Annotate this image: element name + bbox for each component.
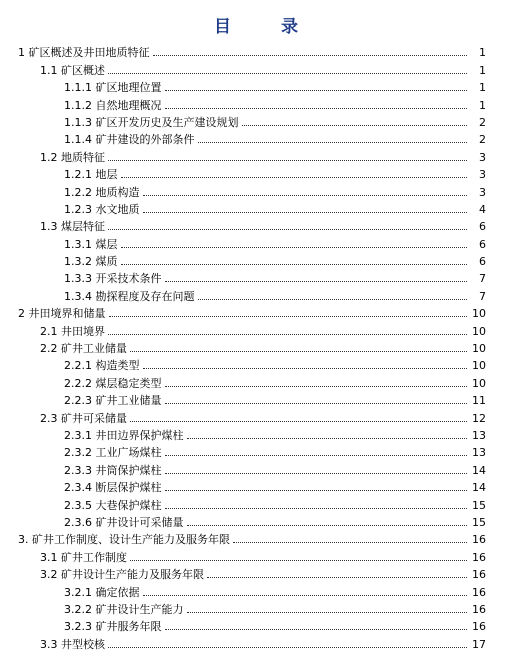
toc-entry-page: 14	[472, 481, 486, 495]
dot-leader	[108, 229, 467, 230]
toc-entry-page: 16	[472, 585, 486, 599]
dot-leader	[165, 386, 468, 387]
dot-leader	[109, 316, 468, 317]
toc-entry-title: 矿区开发历史及生产建设规划	[95, 115, 239, 129]
dot-leader	[165, 473, 468, 474]
toc-entry[interactable]	[0, 390, 512, 407]
toc-entry-title: 煤层	[95, 237, 118, 251]
dot-leader	[233, 542, 467, 543]
toc-entry[interactable]	[0, 477, 512, 494]
toc-entry[interactable]	[0, 599, 512, 616]
toc-entry-page: 4	[479, 202, 486, 216]
toc-entry[interactable]	[0, 268, 512, 285]
dot-leader	[121, 177, 468, 178]
toc-entry-number: 1.3.3	[64, 272, 92, 286]
toc-entry[interactable]	[0, 320, 512, 337]
toc-entry-title: 矿井服务年限	[95, 620, 162, 634]
toc-entry-title: 矿井工业储量	[95, 394, 162, 408]
toc-entry[interactable]	[0, 164, 512, 181]
toc-entry-number: 1.3	[40, 220, 58, 234]
dot-leader	[143, 368, 468, 369]
toc-entry[interactable]	[0, 407, 512, 424]
toc-entry-page: 6	[479, 237, 486, 251]
toc-entry-page: 2	[479, 115, 486, 129]
toc-entry[interactable]	[0, 77, 512, 94]
toc-entry-number: 1.1	[40, 63, 58, 77]
dot-leader	[108, 160, 467, 161]
toc-entry[interactable]	[0, 233, 512, 250]
toc-entry-title: 矿井设计生产能力	[95, 602, 184, 616]
toc-entry-title: 工业广场煤柱	[95, 446, 162, 460]
toc-entry-page: 7	[479, 289, 486, 303]
toc-entry-title: 井筒保护煤柱	[95, 463, 162, 477]
toc-entry-number: 2.3	[40, 411, 58, 425]
toc-entry-page: 10	[472, 359, 486, 373]
toc-entry-number: 1.3.2	[64, 255, 92, 269]
toc-entry-page: 13	[472, 428, 486, 442]
toc-entry[interactable]	[0, 425, 512, 442]
dot-leader	[130, 560, 467, 561]
dot-leader	[187, 612, 468, 613]
toc-entry-number: 1.3.4	[64, 289, 92, 303]
toc-entry[interactable]	[0, 146, 512, 163]
toc-entry-title: 确定依据	[95, 585, 140, 599]
toc-entry-page: 6	[479, 220, 486, 234]
dot-leader	[207, 577, 467, 578]
toc-entry-number: 1	[18, 46, 25, 60]
toc-entry-page: 1	[479, 81, 486, 95]
dot-leader	[187, 525, 468, 526]
toc-entry-number: 3.2.3	[64, 620, 92, 634]
toc-entry[interactable]	[0, 529, 512, 546]
toc-entry[interactable]	[0, 564, 512, 581]
toc-entry-page: 16	[472, 602, 486, 616]
toc-entry[interactable]	[0, 303, 512, 320]
toc-entry-page: 16	[472, 620, 486, 634]
toc-entry-number: 1.2.1	[64, 168, 92, 182]
toc-entry-title: 矿井设计可采储量	[95, 515, 184, 529]
toc-entry[interactable]	[0, 494, 512, 511]
toc-entry-page: 3	[479, 150, 486, 164]
toc-entry[interactable]	[0, 94, 512, 111]
toc-entry-title: 自然地理概况	[95, 98, 162, 112]
toc-entry-title: 构造类型	[95, 359, 140, 373]
toc-entry-number: 1.2.2	[64, 185, 92, 199]
toc-entry-title: 井田境界	[61, 324, 105, 338]
dot-leader	[165, 629, 468, 630]
dot-leader	[143, 212, 468, 213]
toc-entry-page: 10	[472, 307, 486, 321]
toc-entry-number: 3.2.2	[64, 602, 92, 616]
toc-entry-page: 1	[479, 98, 486, 112]
toc-entry-title: 矿井设计生产能力及服务年限	[61, 568, 204, 582]
toc-entry-title: 矿井工业储量	[61, 342, 127, 356]
toc-entry-number: 2.3.4	[64, 481, 92, 495]
toc-entry-title: 大巷保护煤柱	[95, 498, 162, 512]
toc-entry[interactable]	[0, 285, 512, 302]
toc-entry-number: 3.2.1	[64, 585, 92, 599]
toc-entry-title: 开采技术条件	[95, 272, 162, 286]
toc-title: 目 录	[214, 17, 320, 37]
toc-entry-title: 地质构造	[95, 185, 140, 199]
toc-entry-page: 15	[472, 515, 486, 529]
toc-entry-page: 3	[479, 168, 486, 182]
dot-leader	[108, 73, 467, 74]
toc-entry-page: 16	[472, 568, 486, 582]
dot-leader	[242, 125, 468, 126]
toc-entry-page: 10	[472, 342, 486, 356]
dot-leader	[108, 334, 467, 335]
dot-leader	[165, 90, 468, 91]
toc-entry[interactable]	[0, 42, 512, 59]
dot-leader	[165, 455, 468, 456]
dot-leader	[121, 264, 468, 265]
dot-leader	[143, 195, 468, 196]
toc-entry-number: 1.2	[40, 150, 58, 164]
toc-entry[interactable]	[0, 59, 512, 76]
dot-leader	[130, 351, 467, 352]
toc-entry-number: 2	[18, 307, 25, 321]
dot-leader	[187, 438, 468, 439]
toc-entry[interactable]	[0, 459, 512, 476]
toc-entry-page: 16	[472, 533, 486, 547]
toc-entry[interactable]	[0, 199, 512, 216]
toc-entry-number: 1.1.1	[64, 81, 92, 95]
toc-entry-page: 10	[472, 376, 486, 390]
toc-entry-title: 地质特征	[61, 150, 105, 164]
toc-entry-number: 2.3.3	[64, 463, 92, 477]
toc-entry-title: 井型校核	[61, 637, 105, 651]
toc-entry[interactable]	[0, 216, 512, 233]
toc-entry-number: 1.1.3	[64, 115, 92, 129]
dot-leader	[130, 421, 467, 422]
toc-entry-number: 2.1	[40, 324, 58, 338]
toc-entry-title: 井田境界和储量	[28, 307, 106, 321]
dot-leader	[121, 247, 468, 248]
toc-entry-title: 水文地质	[95, 202, 140, 216]
toc-entry[interactable]	[0, 616, 512, 633]
toc-entry[interactable]	[0, 338, 512, 355]
dot-leader	[165, 508, 468, 509]
toc-entry[interactable]	[0, 355, 512, 372]
toc-entry[interactable]	[0, 546, 512, 563]
toc-entry[interactable]	[0, 112, 512, 129]
toc-entry-page: 11	[472, 394, 486, 408]
toc-entry-number: 3.1	[40, 550, 58, 564]
toc-entry-title: 地层	[95, 168, 118, 182]
toc-entry-page: 2	[479, 133, 486, 147]
toc-entry-page: 1	[479, 63, 486, 77]
toc-entry-page: 10	[472, 324, 486, 338]
toc-entry-number: 2.3.1	[64, 428, 92, 442]
toc-entry-number: 1.1.4	[64, 133, 92, 147]
toc-entry[interactable]	[0, 512, 512, 529]
toc-entry-number: 2.3.6	[64, 515, 92, 529]
dot-leader	[143, 595, 468, 596]
toc-entry-number: 2.3.2	[64, 446, 92, 460]
toc-entry-number: 1.2.3	[64, 202, 92, 216]
toc-entry-number: 1.1.2	[64, 98, 92, 112]
toc-entry-title: 勘探程度及存在问题	[95, 289, 195, 303]
toc-entry[interactable]	[0, 251, 512, 268]
dot-leader	[198, 299, 468, 300]
toc-entry-title: 矿井工作制度、设计生产能力及服务年限	[32, 533, 230, 547]
toc-entry-number: 3.3	[40, 637, 58, 651]
toc-entry-page: 1	[479, 46, 486, 60]
dot-leader	[165, 108, 468, 109]
toc-entry-number: 3.	[18, 533, 29, 547]
toc-entry-title: 煤层特征	[61, 220, 105, 234]
toc-entry-number: 3.2	[40, 568, 58, 582]
dot-leader	[153, 55, 468, 56]
toc-entry-page: 14	[472, 463, 486, 477]
toc-entry-number: 2.2.2	[64, 376, 92, 390]
toc-entry-number: 2.2.3	[64, 394, 92, 408]
toc-entry-title: 矿井工作制度	[61, 550, 127, 564]
dot-leader	[165, 490, 468, 491]
toc-entry-page: 12	[472, 411, 486, 425]
toc-entry-number: 2.3.5	[64, 498, 92, 512]
toc-entry[interactable]	[0, 129, 512, 146]
toc-entry-title: 矿区概述	[61, 63, 105, 77]
toc-entry-number: 1.3.1	[64, 237, 92, 251]
toc-entry-page: 15	[472, 498, 486, 512]
toc-entry[interactable]	[0, 181, 512, 198]
toc-entry-page: 17	[472, 637, 486, 651]
dot-leader	[108, 647, 467, 648]
toc-entry-title: 井田边界保护煤柱	[95, 428, 184, 442]
toc-entry-page: 16	[472, 550, 486, 564]
toc-entry-page: 7	[479, 272, 486, 286]
toc-entry-number: 2.2.1	[64, 359, 92, 373]
dot-leader	[198, 142, 468, 143]
toc-entry[interactable]	[0, 442, 512, 459]
toc-entry[interactable]	[0, 581, 512, 598]
toc-entry-title: 煤层稳定类型	[95, 376, 162, 390]
toc-entry-number: 2.2	[40, 342, 58, 356]
toc-entry-page: 3	[479, 185, 486, 199]
dot-leader	[165, 403, 468, 404]
toc-entry-title: 矿区地理位置	[95, 81, 162, 95]
toc-entry-title: 断层保护煤柱	[95, 481, 162, 495]
toc-entry-title: 矿井建设的外部条件	[95, 133, 195, 147]
toc-entry-title: 煤质	[95, 255, 118, 269]
toc-entry-page: 13	[472, 446, 486, 460]
toc-entry-title: 矿井可采储量	[61, 411, 127, 425]
toc-entry[interactable]	[0, 633, 512, 650]
dot-leader	[165, 281, 468, 282]
toc-entry-page: 6	[479, 255, 486, 269]
toc-entry[interactable]	[0, 372, 512, 389]
table-of-contents	[0, 42, 512, 651]
toc-entry-title: 矿区概述及井田地质特征	[28, 46, 150, 60]
